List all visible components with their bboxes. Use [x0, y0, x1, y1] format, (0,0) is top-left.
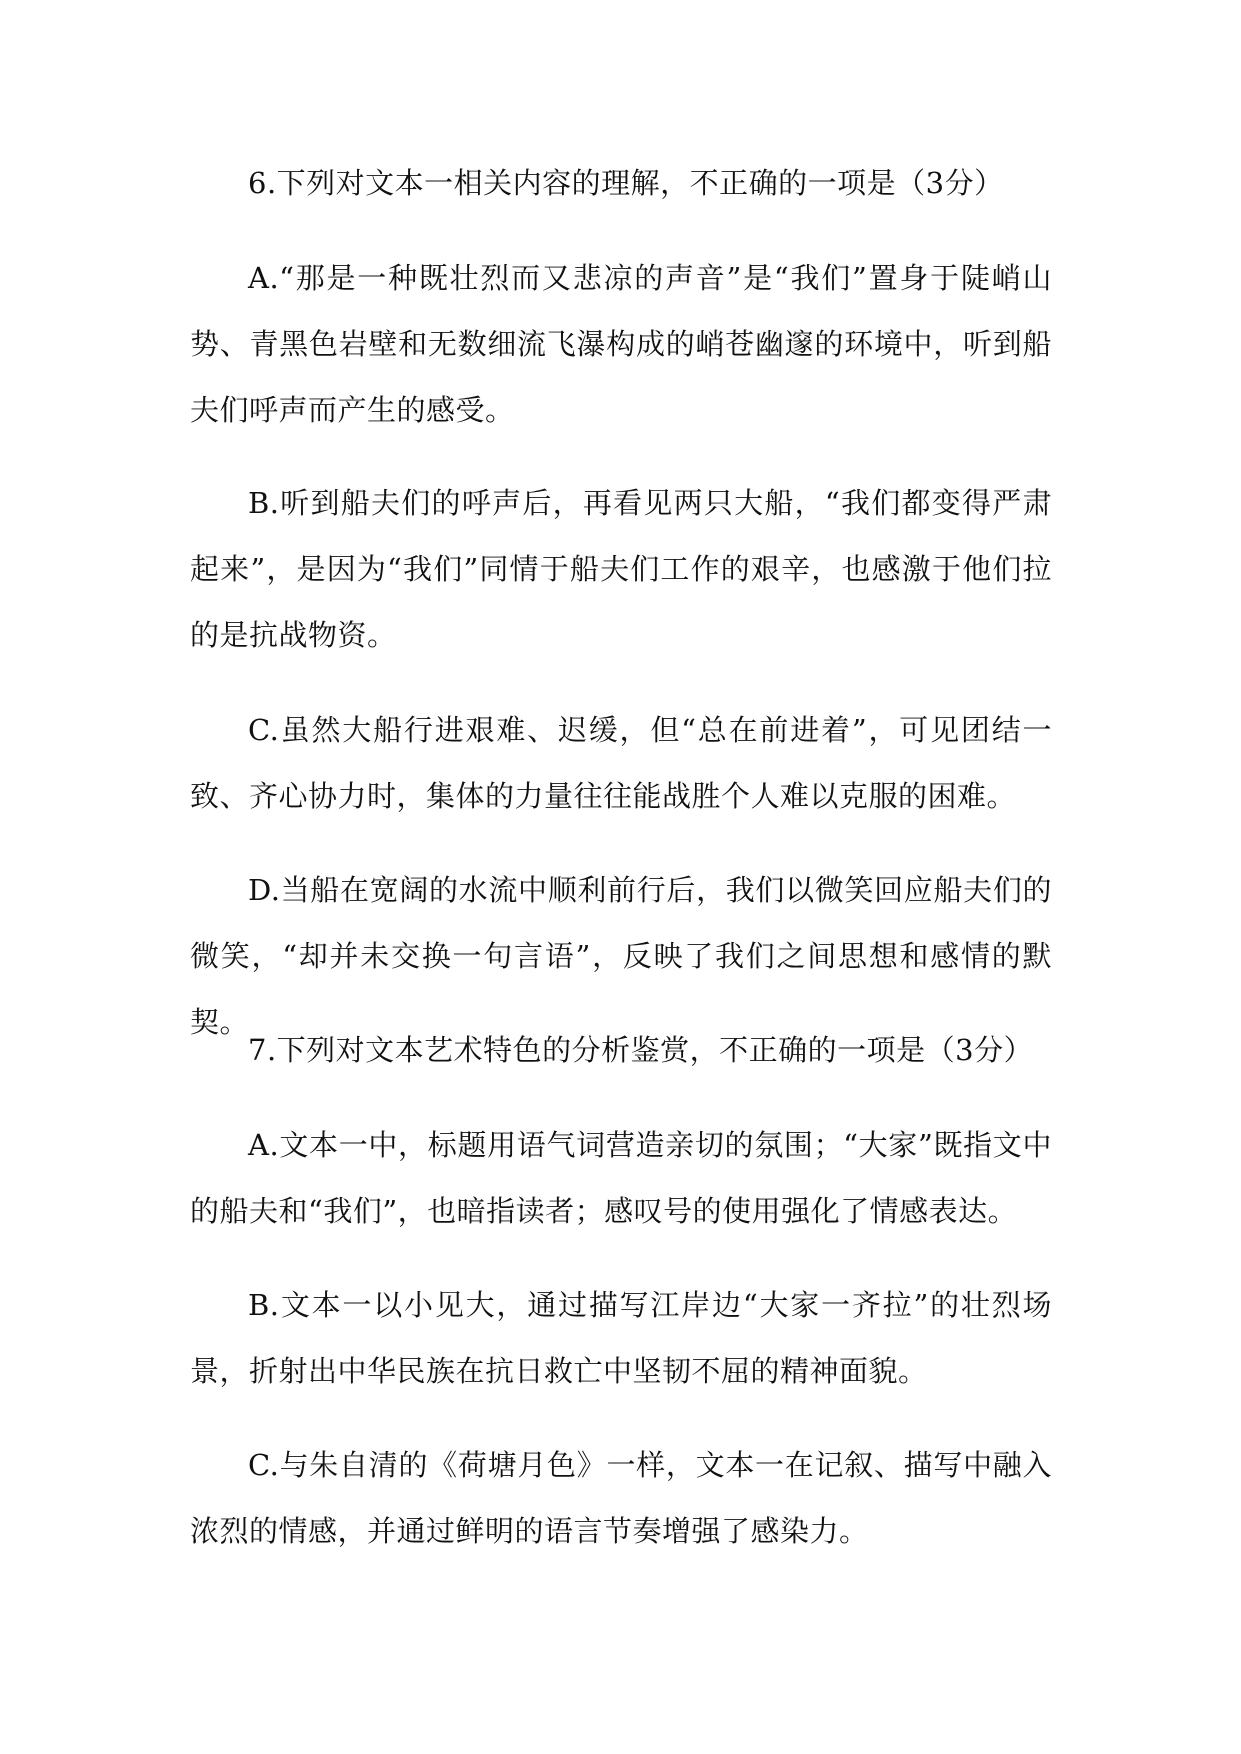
- question-7-stem: 7.下列对文本艺术特色的分析鉴赏，不正确的一项是（3分）: [248, 1033, 1034, 1067]
- question-7-option-a: A.文本一中，标题用语气词营造亲切的氛围；“大家”既指文中的船夫和“我们”，也暗指读者；感叹号的使用强化了情感表达。: [190, 1128, 1052, 1228]
- question-6-option-c: C.虽然大船行进艰难、迟缓，但“总在前进着”，可见团结一致、齐心协力时，集体的力量往往能战胜个人难以克服的困难。: [190, 713, 1052, 813]
- question-6-option-a: A.“那是一种既壮烈而又悲凉的声音”是“我们”置身于陡峭山势、青黑色岩壁和无数细流飞瀑构成的峭苍幽邃的环境中，听到船夫们呼声而产生的感受。: [190, 261, 1052, 427]
- question-6-stem: 6.下列对文本一相关内容的理解，不正确的一项是（3分）: [248, 166, 1004, 200]
- question-6-option-b: B.听到船夫们的呼声后，再看见两只大船，“我们都变得严肃起来”，是因为“我们”同情于船夫们工作的艰辛，也感激于他们拉的是抗战物资。: [190, 486, 1052, 652]
- question-7-option-b: B.文本一以小见大，通过描写江岸边“大家一齐拉”的壮烈场景，折射出中华民族在抗日救亡中坚韧不屈的精神面貌。: [190, 1288, 1052, 1388]
- question-7-option-c: C.与朱自清的《荷塘月色》一样，文本一在记叙、描写中融入浓烈的情感，并通过鲜明的语言节奏增强了感染力。: [190, 1448, 1052, 1548]
- question-6-option-d: D.当船在宽阔的水流中顺利前行后，我们以微笑回应船夫们的微笑，“却并未交换一句言语”，反映了我们之间思想和感情的默契。: [190, 873, 1052, 1039]
